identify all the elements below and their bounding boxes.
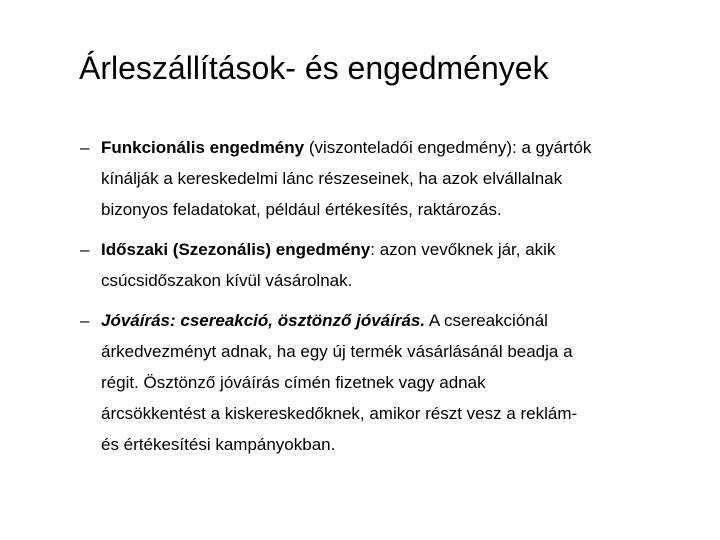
bullet-line-text: A csereakciónál — [425, 311, 548, 330]
bullet-dash: – — [80, 240, 90, 259]
bullet-dash: – — [80, 311, 90, 330]
bullet-line: és értékesítési kampányokban. — [101, 435, 336, 454]
bullet-lead: Funkcionális engedmény — [101, 138, 305, 157]
bullet-item-credit — [80, 305, 680, 460]
bullet-line: bizonyos feladatokat, például értékesítés, raktározás. — [101, 200, 502, 219]
bullet-dash: – — [80, 138, 90, 157]
bullet-line — [101, 132, 680, 163]
bullet-text — [101, 132, 680, 225]
bullet-line-text: : azon vevőknek jár, akik — [370, 240, 556, 259]
bullet-lead: Jóváírás: csereakció, ösztönző jóváírás. — [101, 311, 426, 330]
bullet-item-seasonal-discount — [80, 234, 680, 296]
bullet-text — [101, 234, 680, 296]
bullet-lead: Időszaki (Szezonális) engedmény — [101, 240, 371, 259]
bullet-line: árkedvezményt adnak, ha egy új termék vásárlásánál beadja a — [101, 342, 573, 361]
bullet-line: régit. Ösztönző jóváírás címén fizetnek vagy adnak — [101, 373, 486, 392]
bullet-line: csúcsidőszakon kívül vásárolnak. — [101, 271, 353, 290]
bullet-line — [101, 305, 680, 336]
bullet-list — [80, 132, 680, 469]
bullet-text — [101, 305, 680, 460]
bullet-item-functional-discount — [80, 132, 680, 225]
bullet-line-text: (viszonteladói engedmény): a gyártók — [304, 138, 592, 157]
bullet-line — [101, 234, 680, 265]
bullet-line: árcsökkentést a kiskereskedőknek, amikor részt vesz a reklám- — [101, 404, 578, 423]
bullet-line: kínálják a kereskedelmi lánc részeseinek, ha azok elvállalnak — [101, 169, 563, 188]
slide-title: Árleszállítások- és engedmények — [79, 50, 549, 86]
